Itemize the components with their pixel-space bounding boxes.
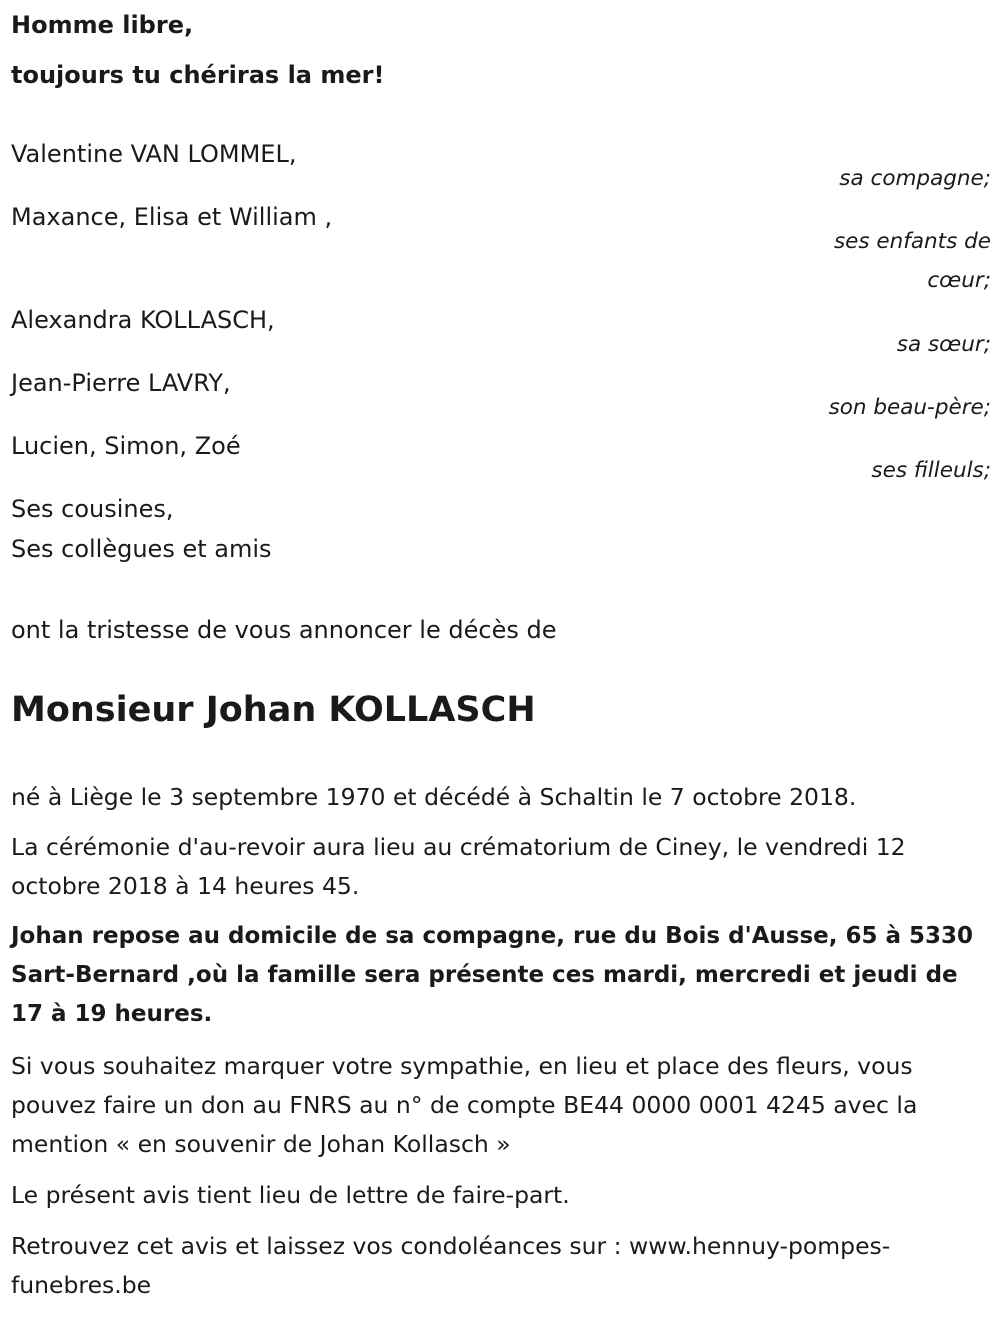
- family-relation-3: sa sœur;: [896, 332, 991, 357]
- website-info: Retrouvez cet avis et laissez vos condoléances sur : www.hennuy-pompes-funebres.be: [11, 1232, 891, 1299]
- family-names-2: Maxance, Elisa et William ,: [11, 203, 333, 231]
- family-relation-2: ses enfants de cœur;: [833, 229, 991, 293]
- donation-info: Si vous souhaitez marquer votre sympathie, en lieu et place des fleurs, vous pouvez faire un don au FNRS au n° de compte BE44 0000 0001 4245 avec la mention « en souvenir de Johan Kollasch »: [11, 1052, 918, 1158]
- birth-death-info: né à Liège le 3 septembre 1970 et décédé à Schaltin le 7 octobre 2018.: [11, 783, 857, 811]
- motto-line-2: toujours tu chériras la mer!: [11, 61, 385, 89]
- family-relation-1: sa compagne;: [839, 166, 991, 191]
- motto-line-1: Homme libre,: [11, 11, 194, 39]
- ceremony-info: La cérémonie d'au-revoir aura lieu au crématorium de Ciney, le vendredi 12 octobre 2018 à 14 heures 45.: [11, 833, 906, 900]
- family-names-3: Alexandra KOLLASCH,: [11, 306, 275, 334]
- family-relation-5: ses filleuls;: [871, 458, 991, 483]
- family-relation-4: son beau-père;: [828, 395, 991, 420]
- announcement: ont la tristesse de vous annoncer le décès de: [11, 616, 557, 644]
- family-names-4: Jean-Pierre LAVRY,: [11, 369, 231, 397]
- family-names-5: Lucien, Simon, Zoé: [11, 432, 241, 460]
- visitation-info: Johan repose au domicile de sa compagne, rue du Bois d'Ausse, 65 à 5330 Sart-Bernard ,où la famille sera présente ces mardi, mercredi et jeudi de 17 à 19 heures.: [11, 923, 974, 1027]
- notice-info: Le présent avis tient lieu de lettre de faire-part.: [11, 1181, 570, 1209]
- deceased-name: Monsieur Johan KOLLASCH: [11, 690, 536, 730]
- family-names-1: Valentine VAN LOMMEL,: [11, 140, 297, 168]
- others-line-2: Ses collègues et amis: [11, 535, 272, 563]
- others-line-1: Ses cousines,: [11, 495, 174, 523]
